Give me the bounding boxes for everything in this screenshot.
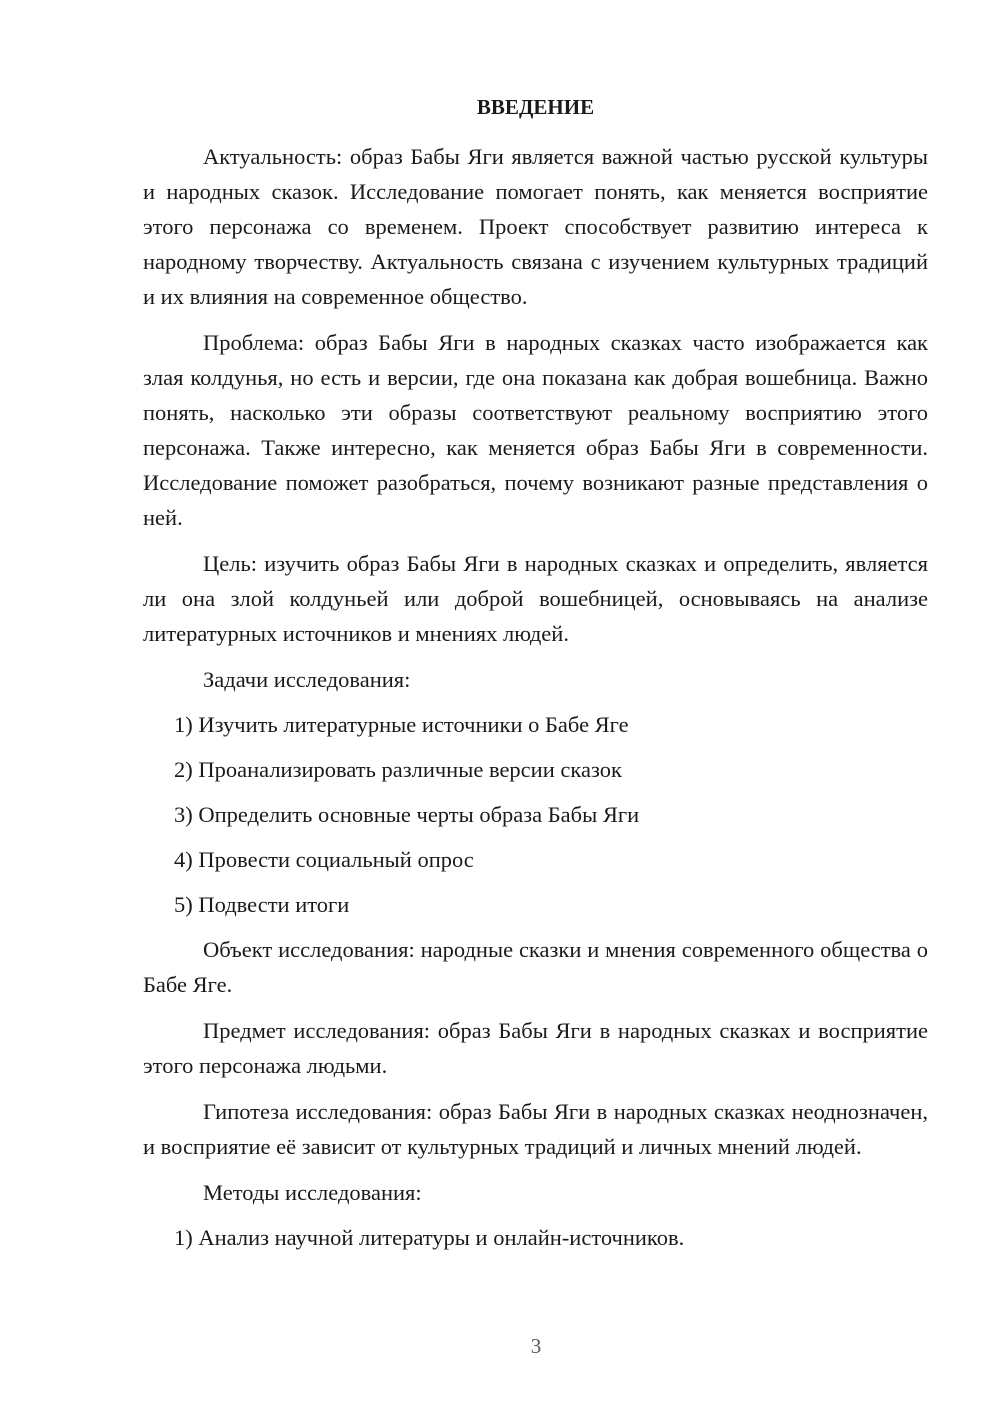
goal-paragraph: Цель: изучить образ Бабы Яги в народных сказках и определить, является ли она злой колдуньей или доброй вошебницей, основываясь на анализе литературных источников и мнениях людей. [143,551,928,646]
hypothesis-paragraph: Гипотеза исследования: образ Бабы Яги в народных сказках неоднозначен, и восприятие её зависит от культурных традиций и личных мнений людей. [143,1099,928,1159]
relevance-paragraph: Актуальность: образ Бабы Яги является важной частью русской культуры и народных сказок. Исследование помогает понять, как меняется восприятие этого персонажа со временем. Проект способствует развитию интереса к народному творчеству. Актуальность связана с изучением культурных традиций и их влияния на современное общество. [143,144,928,309]
object-paragraph: Объект исследования: народные сказки и мнения современного общества о Бабе Яге. [143,937,928,997]
document-page [143,92,928,1265]
list-item: 1) Анализ научной литературы и онлайн-источников. [174,1225,685,1250]
tasks-heading: Задачи исследования: [203,667,411,692]
section-title: ВВЕДЕНИЕ [476,95,595,119]
list-item: 2) Проанализировать различные версии сказок [174,757,622,782]
subject-paragraph: Предмет исследования: образ Бабы Яги в народных сказках и восприятие этого персонажа людьми. [143,1018,928,1078]
list-item: 4) Провести социальный опрос [174,847,474,872]
list-item: 5) Подвести итоги [174,892,350,917]
list-item: 3) Определить основные черты образа Бабы Яги [174,802,640,827]
tasks-list [143,707,928,922]
list-item: 1) Изучить литературные источники о Бабе Яге [174,712,629,737]
methods-heading: Методы исследования: [203,1180,422,1205]
methods-list [143,1220,928,1255]
page-number: 3 [530,1334,542,1358]
problem-paragraph: Проблема: образ Бабы Яги в народных сказках часто изображается как злая колдунья, но есть и версии, где она показана как добрая вошебница. Важно понять, насколько эти образы соответствуют реальному восприятию этого персонажа. Также интересно, как меняется образ Бабы Яги в современности. Исследование поможет разобраться, почему возникают разные представления о ней. [143,330,928,530]
